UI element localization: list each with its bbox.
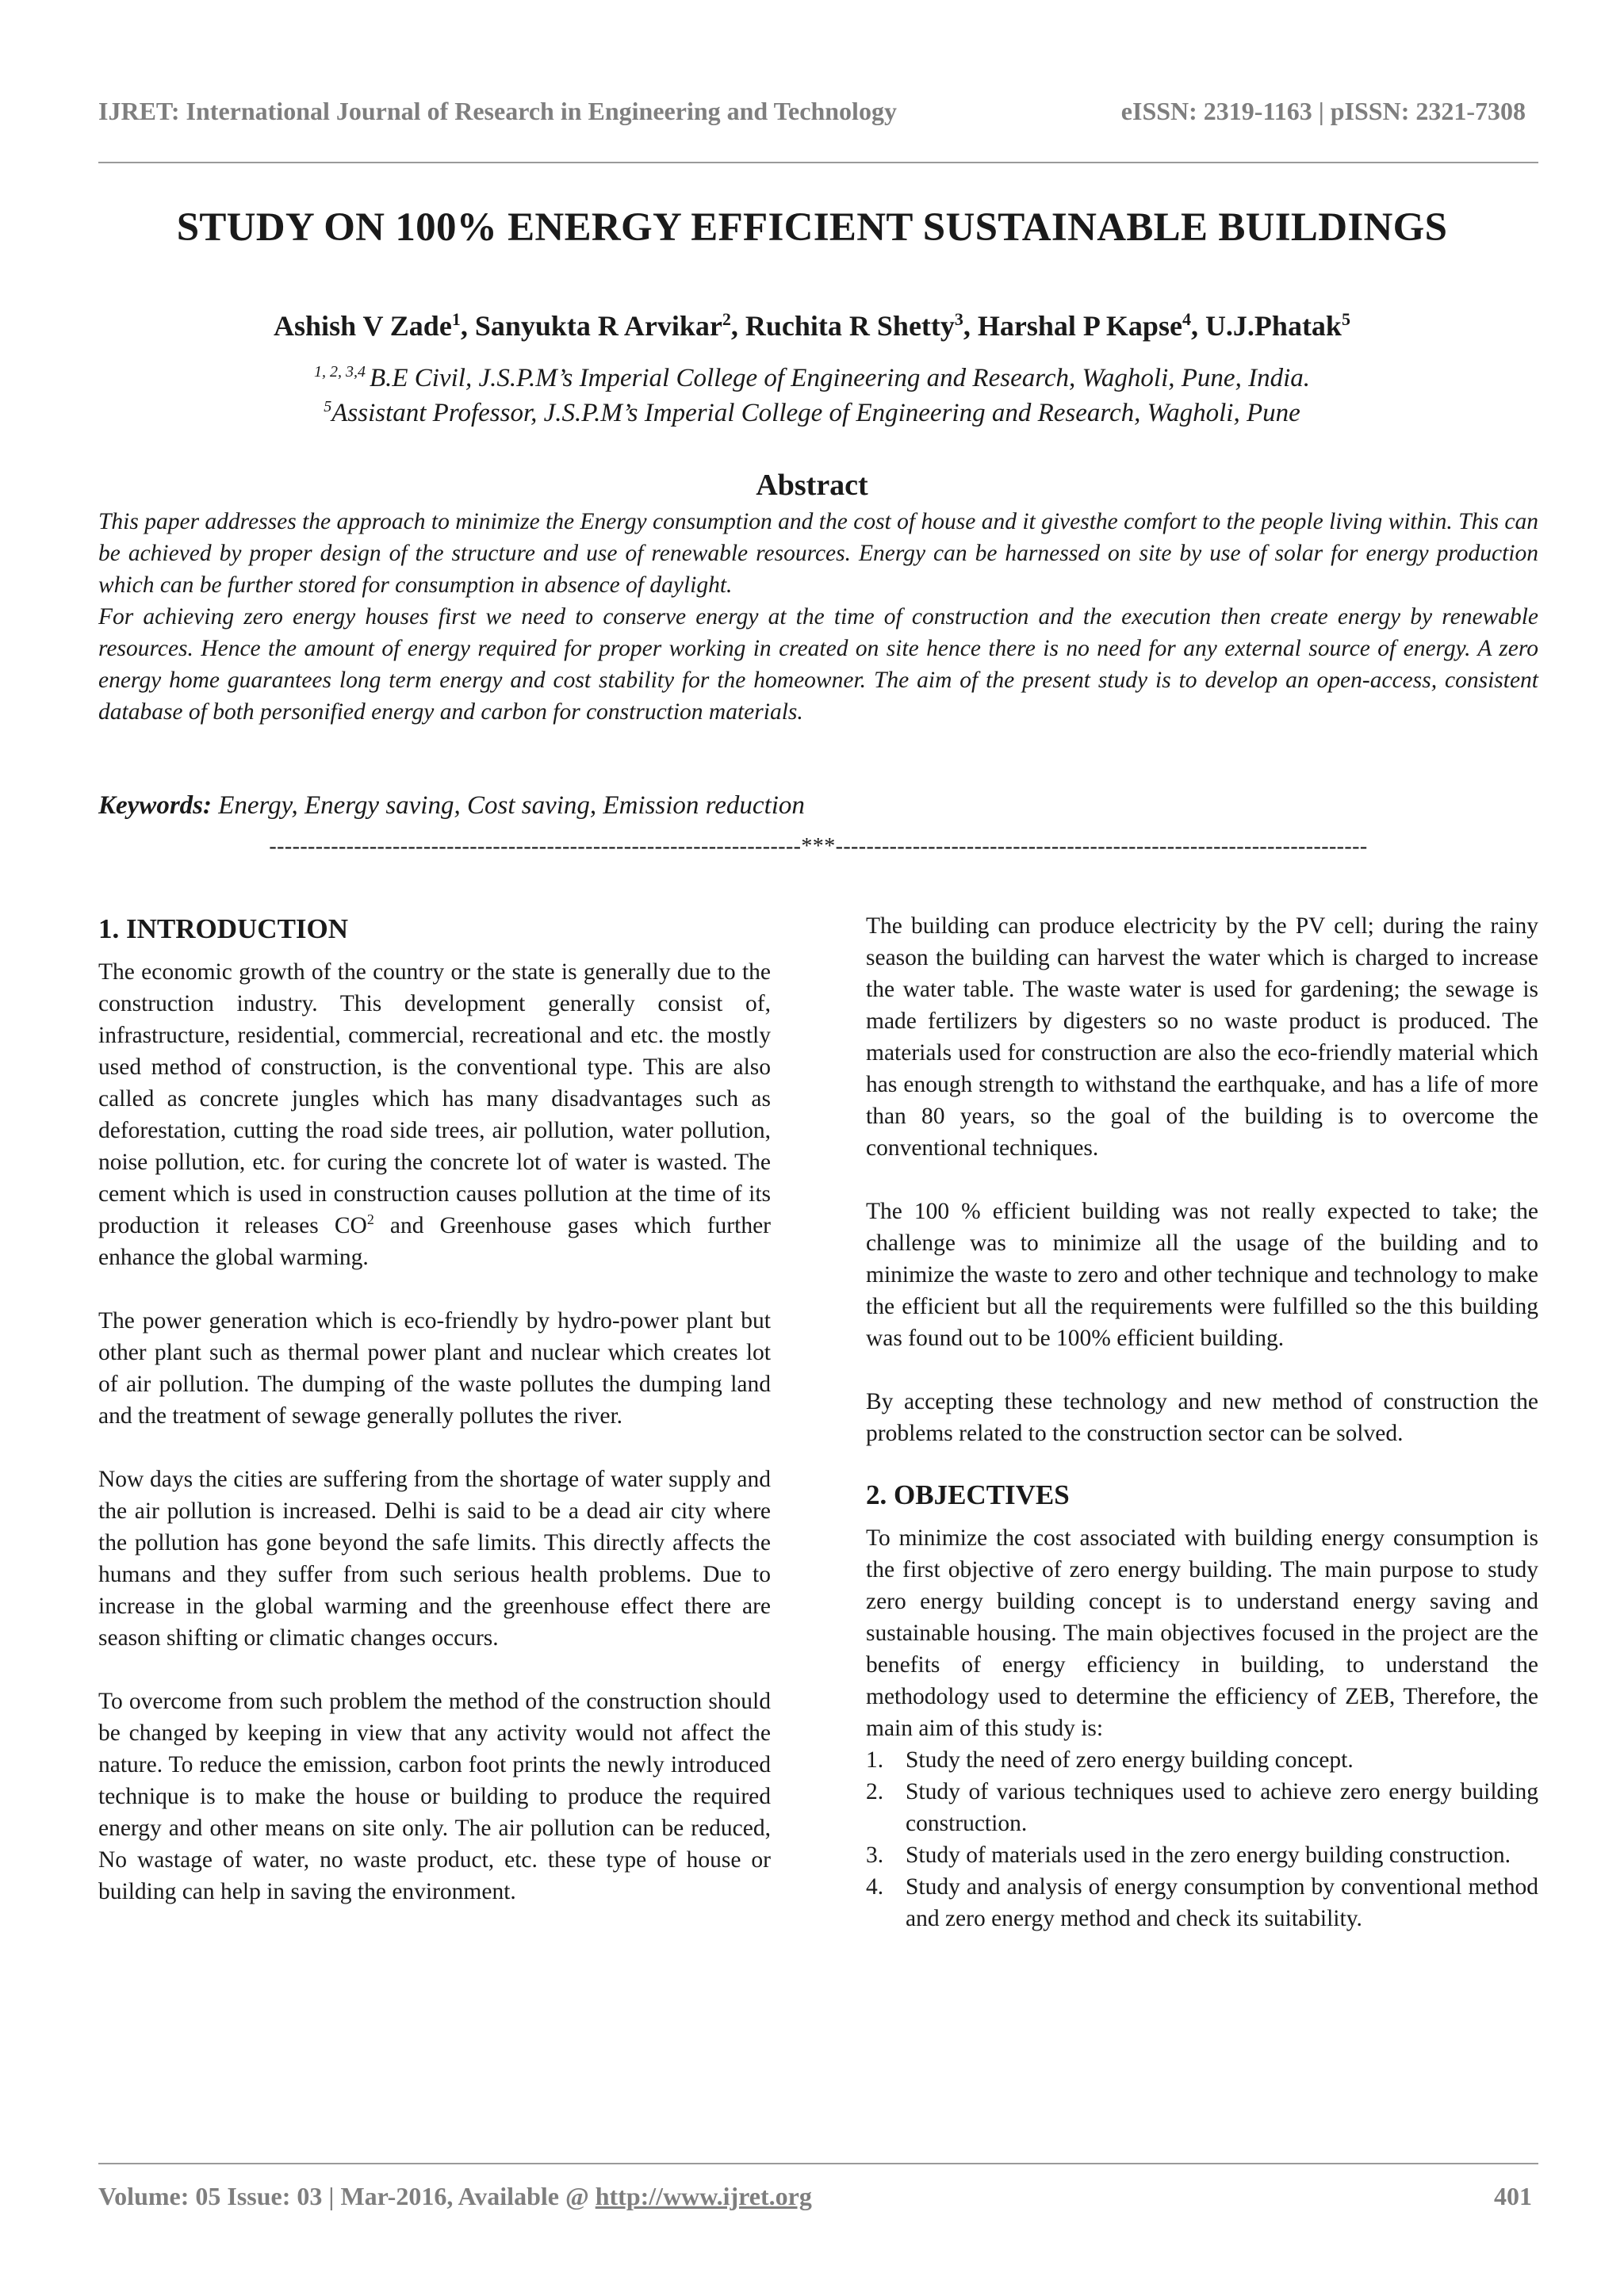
list-item: 2. Study of various techniques used to achieve zero energy building construction. [866, 1779, 1538, 1836]
body-paragraph: To minimize the cost associated with building energy consumption is the first objective of zero energy building. The main purpose to study zero energy building concept is to understand energy saving and sustainable housing. The main objectives focused in the project are the benefits of energy efficiency in building, to understand the methodology used to determine the efficiency of ZEB, Therefore, the main aim of this study is: [866, 1525, 1538, 1741]
abstract-paragraph: For achieving zero energy houses first we need to conserve energy at the time of construction and the execution then create energy by renewable resources. Hence the amount of energy required for proper working in created on site hence there is no need for any external source of energy. A zero energy home guarantees long term energy and cost stability for the homeowner. The aim of the present study is to develop an open-access, consistent database of both personified energy and carbon for construction materials. [98, 604, 1538, 725]
author-sup: 4 [1182, 309, 1191, 329]
author-name: Ruchita R Shetty [745, 310, 955, 342]
body-paragraph: Now days the cities are suffering from the shortage of water supply and the air pollution is increased. Delhi is said to be a dead air city where the pollution has gone beyond the safe limits. This directly affects the humans and they suffer from such serious health problems. Due to increase in the global warming and the greenhouse effect there are season shifting or climatic changes occurs. [98, 1467, 771, 1651]
list-item: 3. Study of materials used in the zero energy building construction. [866, 1843, 1511, 1868]
abstract-heading: Abstract [756, 469, 868, 502]
body-paragraph: By accepting these technology and new method of construction the problems related to the construction sector can be solved. [866, 1389, 1538, 1446]
author-name: Ashish V Zade [274, 310, 452, 342]
author-name: Sanyukta R Arvikar [474, 310, 722, 342]
left-column [98, 912, 771, 1939]
paper-title: STUDY ON 100% ENERGY EFFICIENT SUSTAINABLE BUILDINGS [176, 205, 1448, 250]
body-paragraph: The building can produce electricity by the PV cell; during the rainy season the building can harvest the water which is charged to increase the water table. The waste water is used for gardening; the sewage is made fertilizers by digesters so no waste product is produced. The materials used for construction are also the eco-friendly material which has enough strength to withstand the earthquake, and has a life of more than 80 years, so the goal of the building is to overcome the conventional techniques. [866, 913, 1538, 1161]
author-sup: 2 [722, 309, 731, 329]
list-item: 4. Study and analysis of energy consumption by conventional method and zero energy method and check its suitability. [866, 1874, 1538, 1931]
author-name: U.J.Phatak [1205, 310, 1342, 342]
body-paragraph: The power generation which is eco-friendly by hydro-power plant but other plant such as thermal power plant and nuclear which creates lot of air pollution. The dumping of the waste pollutes the dumping land and the treatment of sewage generally pollutes the river. [98, 1308, 771, 1429]
list-item: 1. Study the need of zero energy building concept. [866, 1747, 1354, 1773]
section-heading-objectives: 2. OBJECTIVES [866, 1479, 1070, 1510]
journal-name: IJRET: International Journal of Research in Engineering and Technology [98, 97, 897, 125]
right-column [866, 910, 1538, 1934]
issn-info: eISSN: 2319-1163 | pISSN: 2321-7308 [1120, 97, 1526, 125]
journal-link[interactable]: http://www.ijret.org [595, 2182, 812, 2210]
author-name: Harshal P Kapse [977, 310, 1182, 342]
objectives-list [866, 1744, 1538, 1934]
author-sup: 3 [954, 309, 963, 329]
running-header [98, 97, 1526, 126]
keywords-text: Energy, Energy saving, Cost saving, Emission reduction [218, 791, 805, 820]
author-sup: 1 [451, 309, 461, 329]
abstract-paragraph: This paper addresses the approach to minimize the Energy consumption and the cost of house and it givesthe comfort to the people living within. This can be achieved by proper design of the structure and use of renewable resources. Energy can be harnessed on site by use of solar for energy production which can be further stored for consumption in absence of daylight. [98, 509, 1538, 598]
header-divider [98, 162, 1538, 163]
body-paragraph: To overcome from such problem the method of the construction should be changed by keeping in view that any activity would not affect the nature. To reduce the emission, carbon foot prints the newly introduced technique is to make the house or building to produce the required energy and other means on site only. The air pollution can be reduced, No wastage of water, no waste product, etc. these type of house or building can help in saving the environment. [98, 1689, 771, 1904]
abstract-body [98, 506, 1538, 728]
page-number: 401 [1494, 2182, 1532, 2210]
volume-info: Volume: 05 Issue: 03 | Mar-2016, Available @ http://www.ijret.org [98, 2182, 812, 2210]
body-paragraph: The 100 % efficient building was not really expected to take; the challenge was to minimize all the usage of the building and to minimize the waste to zero and other technique and technology to make the efficient but all the requirements were fulfilled so the this building was found out to be 100% efficient building. [866, 1199, 1538, 1351]
affiliation-2: $^5$Assistant Professor, J.S.P.M’s Imperial College of Engineering and Research, Wagholi, Pune [324, 398, 1300, 427]
author-list: Ashish V Zade$^1$, Sanyukta R Arvikar$^2$, Ruchita R Shetty$^3$, Harshal P Kapse$^4$, U.J.Phatak$^5$ [274, 309, 1350, 342]
keywords [98, 791, 805, 821]
running-footer [98, 2182, 1532, 2211]
keywords-label: Keywords: [98, 791, 212, 820]
body-paragraph: The economic growth of the country or the state is generally due to the construction industry. This development generally consist of, infrastructure, residential, commercial, recreational and etc. the mostly used method of construction, is the conventional type. This are also called as concrete jungles which has many disadvantages such as deforestation, cutting the road side trees, air pollution, water pollution, noise pollution, etc. for curing the concrete lot of water is wasted. The cement which is used in construction causes pollution at the time of its production it releases $CO^2$ and Greenhouse gases which further enhance the global warming. [98, 959, 771, 1270]
affiliation-1: $^{1, 2, 3,4}$ B.E Civil, J.S.P.M’s Imperial College of Engineering and Research, Wagholi, Pune, India. [313, 363, 1310, 392]
section-heading-introduction: 1. INTRODUCTION [98, 913, 349, 944]
footer-divider [98, 2163, 1538, 2164]
section-separator: ---------------------------------------------------------------------***--------------------------------------------------------------------- [269, 834, 1368, 859]
author-sup: 5 [1341, 309, 1350, 329]
